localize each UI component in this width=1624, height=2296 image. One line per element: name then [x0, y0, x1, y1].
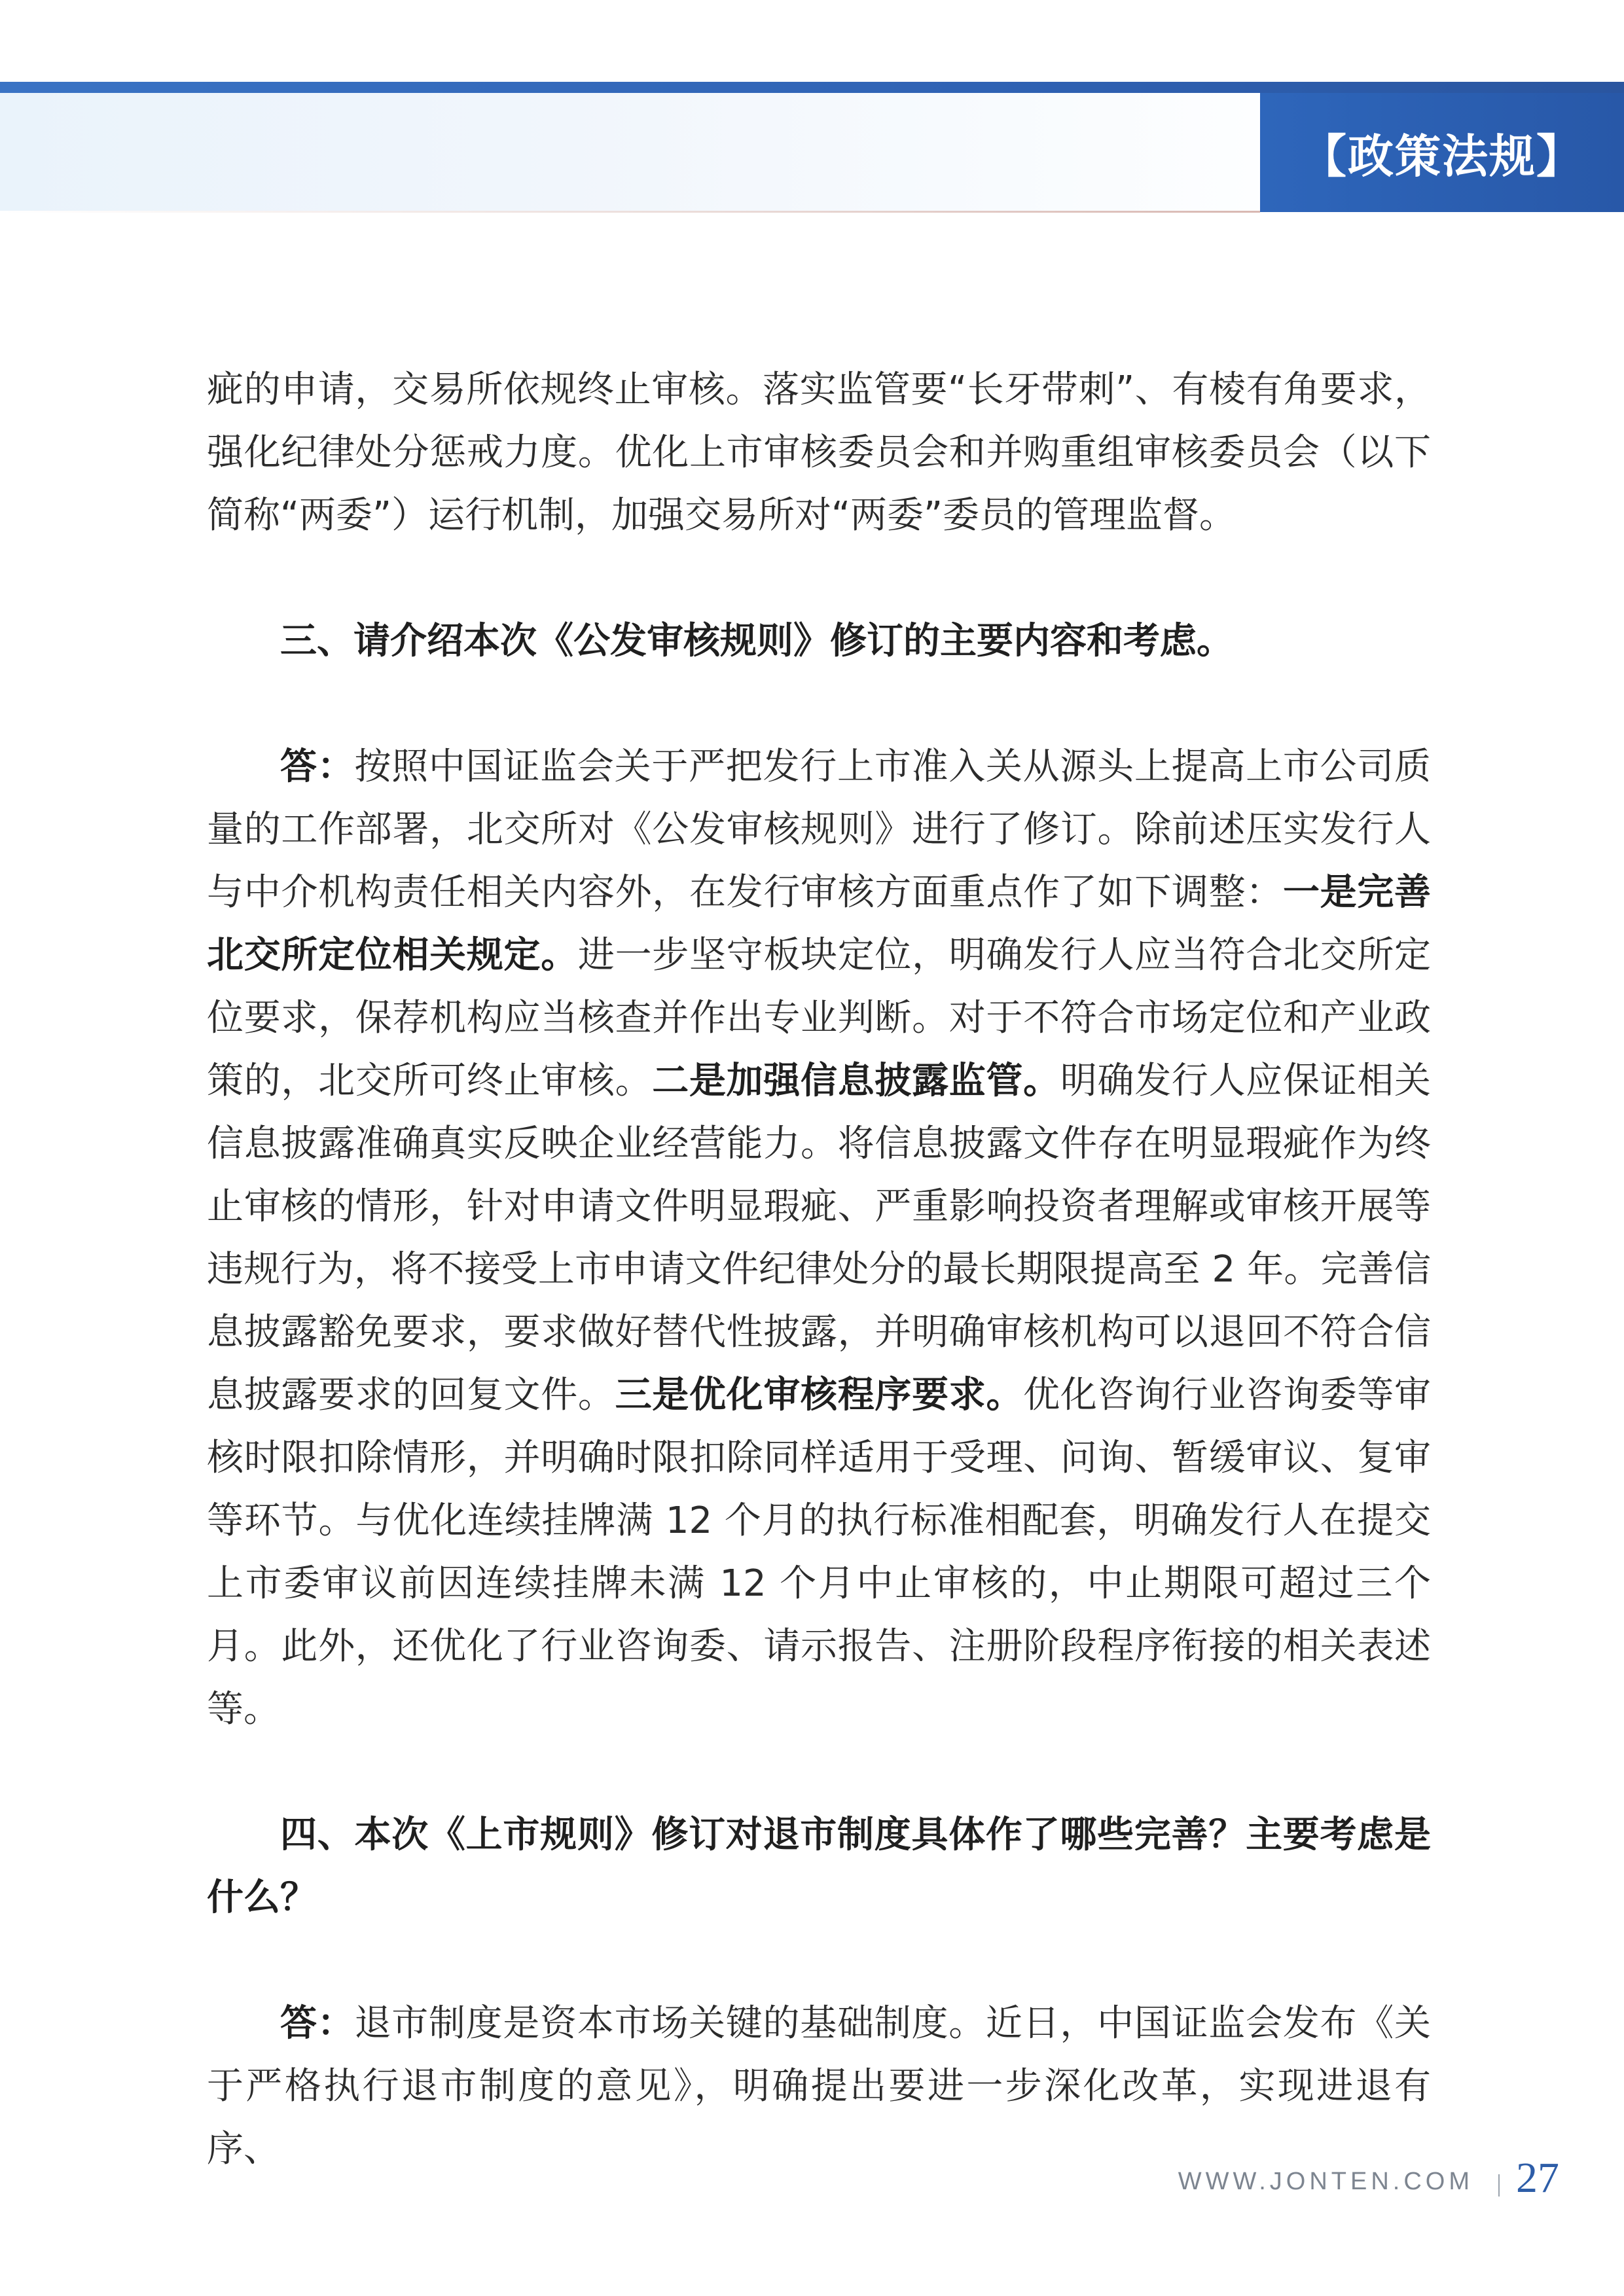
section-tag: [1260, 93, 1624, 212]
answer-label: 答：: [280, 745, 355, 788]
answer-3-paragraph: [207, 736, 1431, 1741]
answer-4-text-1: 退市制度是资本市场关键的基础制度。近日，中国证监会发布《关于严格执行退市制度的意见》，明确提出要进一步深化改革，实现进退有序、: [207, 2002, 1432, 2170]
footer-url: WWW.JONTEN.COM: [1178, 2168, 1473, 2195]
answer-3-point-2: 二是加强信息披露监管。: [652, 1060, 1060, 1102]
question-4-heading: 四、本次《上市规则》修订对退市制度具体作了哪些完善？主要考虑是什么？: [207, 1814, 1431, 1919]
footer-separator: [1498, 2174, 1500, 2197]
page-number: 27: [1516, 2154, 1559, 2202]
answer-3-point-1: 一是完善北交所定位相关规定。: [207, 871, 1431, 977]
article-body: [207, 359, 1431, 2181]
header-band-underline: [0, 211, 1260, 213]
question-3-heading: 三、请介绍本次《公发审核规则》修订的主要内容和考虑。: [280, 620, 1233, 662]
answer-label: 答：: [280, 2002, 355, 2045]
header-top-rule: [0, 82, 1624, 93]
section-tag-label: 【政策法规】: [1301, 128, 1583, 183]
answer-4-paragraph: [207, 1992, 1431, 2181]
paragraph-continued: 疵的申请，交易所依规终止审核。落实监管要“长牙带刺”、有棱有角要求，强化纪律处分惩戒力度。优化上市审核委员会和并购重组审核委员会（以下简称“两委”）运行机制，加强交易所对“两委”委员的管理监督。: [207, 368, 1431, 537]
answer-3-text-4: 优化咨询行业咨询委等审核时限扣除情形，并明确时限扣除同样适用于受理、问询、暂缓审议、复审等环节。与优化连续挂牌满 12 个月的执行标准相配套，明确发行人在提交上市委审议前因连续挂牌未满 12 个月中止审核的，中止期限可超过三个月。此外，还优化了行业咨询委、请示报告、注册阶段程序衔接的相关表述等。: [207, 1374, 1431, 1731]
header-band: [0, 93, 1260, 212]
answer-3-text-1: 按照中国证监会关于严把发行上市准入关从源头上提高上市公司质量的工作部署，北交所对《公发审核规则》进行了修订。除前述压实发行人与中介机构责任相关内容外，在发行审核方面重点作了如下调整：: [207, 745, 1432, 914]
answer-3-point-3: 三是优化审核程序要求。: [615, 1374, 1024, 1416]
answer-3-text-3: 明确发行人应保证相关信息披露准确真实反映企业经营能力。将信息披露文件存在明显瑕疵作为终止审核的情形，针对申请文件明显瑕疵、严重影响投资者理解或审核开展等违规行为，将不接受上市申请文件纪律处分的最长期限提高至 2 年。完善信息披露豁免要求，要求做好替代性披露，并明确审核机构可以退回不符合信息披露要求的回复文件。: [207, 1060, 1431, 1416]
answer-3-text-2: 进一步坚守板块定位，明确发行人应当符合北交所定位要求，保荐机构应当核查并作出专业判断。对于不符合市场定位和产业政策的，北交所可终止审核。: [207, 934, 1431, 1102]
